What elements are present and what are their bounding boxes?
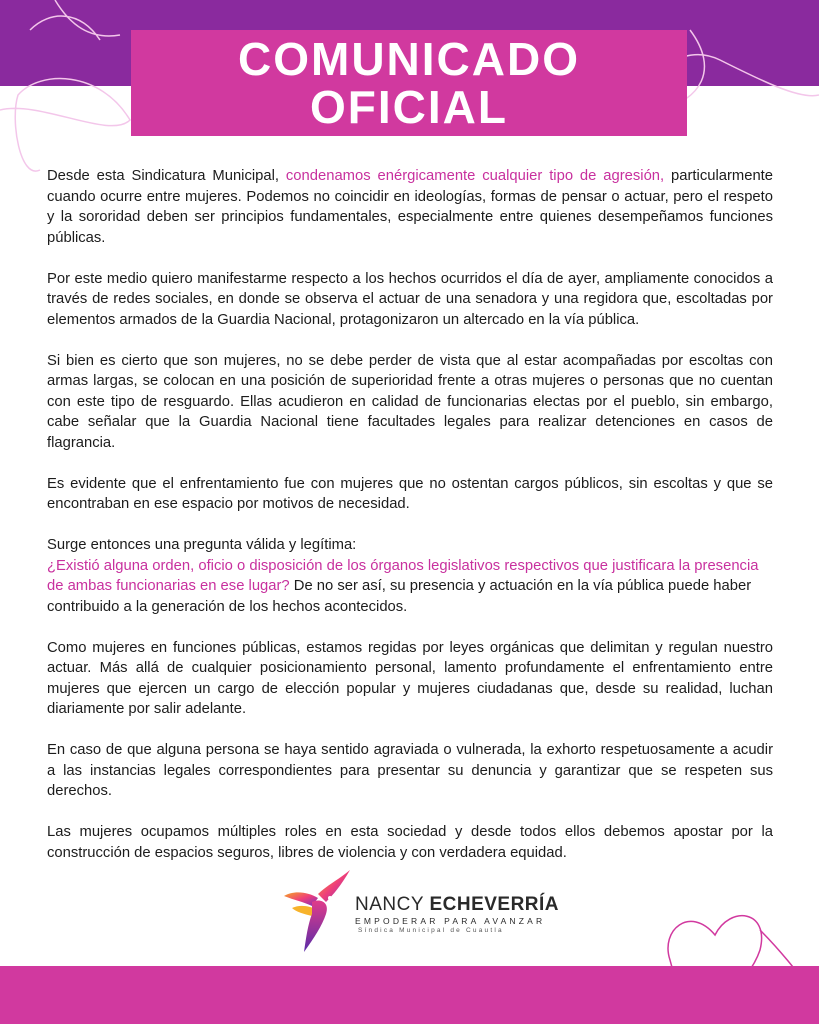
- statement-body: [47, 166, 773, 884]
- logo-tagline: EMPODERAR PARA AVANZAR: [355, 916, 546, 926]
- logo-subtitle: Síndica Municipal de Cuautla: [358, 927, 504, 934]
- paragraph-5-highlight: ¿Existió alguna orden, oficio o disposición de los órganos legislativos respectivos que justificara la presencia de ambas funcionarias en ese lugar?: [47, 557, 759, 594]
- logo-last-name: ECHEVERRÍA: [429, 894, 560, 915]
- paragraph-5-intro: Surge entonces una pregunta válida y legítima:: [47, 537, 357, 553]
- paragraph-1-text-a: Desde esta Sindicatura Municipal,: [47, 168, 286, 184]
- bottom-band: [0, 966, 819, 1024]
- signature-logo: [282, 858, 560, 954]
- paragraph-3: Si bien es cierto que son mujeres, no se debe perder de vista que al estar acompañadas por escoltas con armas largas, se colocan en una posición de superioridad frente a otras mujeres o personas que no cuentan con este tipo de resguardo. Ellas acudieron en calidad de funcionarias electas por el pueblo, sin embargo, cabe señalar que la Guardia Nacional tiene facultades legales para realizar detenciones en casos de flagrancia.: [47, 352, 773, 451]
- title-line-2: OFICIAL: [310, 81, 508, 133]
- logo-name: [355, 894, 559, 916]
- paragraph-6: Como mujeres en funciones públicas, estamos regidas por leyes orgánicas que delimitan y regulan nuestro actuar. Más allá de cualquier posicionamiento personal, lamento profundamente el enfrentamiento entre mujeres que ejercen un cargo de elección popular y mujeres ciudadanas que, desde su realidad, luchan diariamente por salir adelante.: [47, 639, 773, 717]
- paragraph-1: [47, 166, 773, 248]
- logo-first-name: NANCY: [355, 894, 430, 915]
- paragraph-5: [47, 535, 773, 617]
- paragraph-7: En caso de que alguna persona se haya sentido agraviada o vulnerada, la exhorto respetuosamente a acudir a las instancias legales correspondientes para presentar su denuncia y garantizar que se respeten sus derechos.: [47, 742, 773, 799]
- paragraph-1-highlight: condenamos enérgicamente cualquier tipo de agresión,: [285, 168, 665, 184]
- paragraph-5-text-b: De no ser así, su presencia y actuación en la vía pública puede haber contribuido a la generación de los hechos acontecidos.: [47, 578, 752, 615]
- paragraph-4: Es evidente que el enfrentamiento fue con mujeres que no ostentan cargos públicos, sin escoltas y que se encontraban en ese espacio por motivos de necesidad.: [47, 475, 773, 512]
- paragraph-2: Por este medio quiero manifestarme respecto a los hechos ocurridos el día de ayer, ampliamente conocidos a través de redes sociales, en donde se observa el actuar de una senadora y una regidora que, escoltadas por elementos armados de la Guardia Nacional, protagonizaron un altercado en la vía pública.: [47, 270, 773, 328]
- title-line-1: COMUNICADO: [238, 33, 580, 85]
- hummingbird-icon: [282, 858, 352, 954]
- paragraph-1-text-b: particularmente cuando ocurre entre mujeres. Podemos no coincidir en ideologías, formas de pensar o actuar, pero el respeto y la sororidad deben ser principios fundamentales, especialmente entre quienes desempeñamos funciones públicas.: [47, 168, 774, 246]
- paragraph-8: Las mujeres ocupamos múltiples roles en esta sociedad y desde todos ellos debemos apostar por la construcción de espacios seguros, libres de violencia y con verdadera equidad.: [47, 824, 773, 861]
- title-banner: [131, 30, 687, 136]
